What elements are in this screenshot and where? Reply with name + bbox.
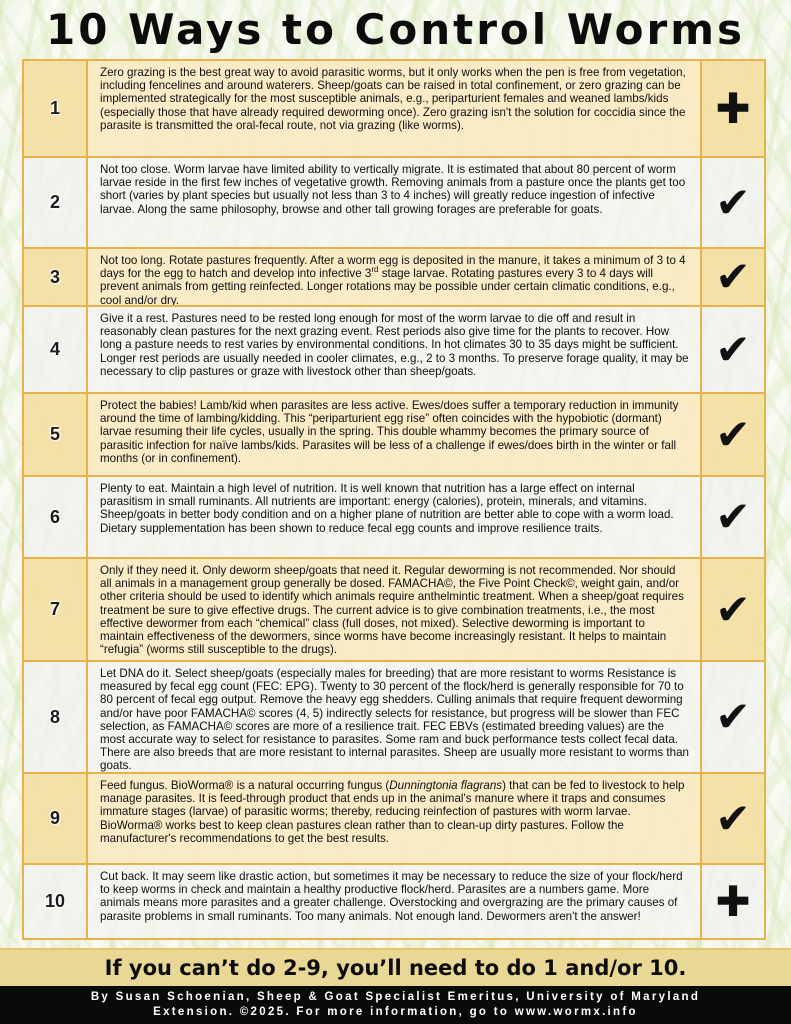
row-text: Not too close. Worm larvae have limited ability to vertically migrate. It is estimated that about 80 percent of worm larvae reside in the first few inches of vegetative growth. Removing animals from a pasture once the plants get too short (varies by plant species but usually not less than 3 to 4 inches) will greatly reduce ingestion of infective larvae. Along the same philosophy, browse and other tall growing forages are preferable for goats.: [88, 158, 700, 247]
check-icon: ✔: [715, 177, 751, 227]
row-number: 4: [24, 307, 88, 392]
row-text: Protect the babies! Lamb/kid when parasites are less active. Ewes/does suffer a temporary reduction in immunity around the time of lambing/kidding. This “periparturient egg rise” often coincides with the hypobiotic (dormant) larvae resuming their life cycles, usually in the spring. This double whammy becomes the primary source of parasitic infection for naïve lambs/kids. Parasites will be less of a challenge if ewes/does birth in the winter or fall months (or in confinement).: [88, 394, 700, 475]
row-number: 3: [24, 249, 88, 305]
table-row: [24, 61, 764, 156]
check-icon: ✔: [715, 409, 751, 459]
check-icon: ✔: [715, 793, 751, 843]
table-row: [24, 772, 764, 863]
footer-credit: [0, 986, 791, 1024]
check-icon: ✔: [715, 692, 751, 741]
row-text: Plenty to eat. Maintain a high level of nutrition. It is well known that nutrition has a large effect on internal parasitism in small ruminants. All nutrients are important: energy (calories), protein, minerals, and vitamins. Sheep/goats in better body condition and on a higher plane of nutrition are better able to cope with a worm load. Dietary supplementation has been shown to reduce fecal egg counts and improve resilience traits.: [88, 477, 700, 557]
row-number: 5: [24, 394, 88, 475]
table-row: [24, 863, 764, 938]
footer-line1: By Susan Schoenian, Sheep & Goat Specialist Emeritus, University of Maryland: [90, 991, 701, 1003]
row-number: 7: [24, 559, 88, 660]
table-row: [24, 557, 764, 660]
table-row: [24, 392, 764, 475]
row-number: 8: [24, 662, 88, 772]
row-number: 2: [24, 158, 88, 247]
row-number: 6: [24, 477, 88, 557]
table-row: [24, 247, 764, 305]
check-icon: ✔: [715, 492, 751, 541]
row-number: 9: [24, 774, 88, 863]
table-row: [24, 660, 764, 772]
worm-control-table: [22, 59, 766, 940]
table-row: [24, 156, 764, 247]
row-text: Give it a rest. Pastures need to be rested long enough for most of the worm larvae to die off and result in reasonably clean pastures for the next grazing event. Rest periods also give time for the plants to recover. How long a pasture needs to rest varies by environmental conditions. In hot climates 30 to 35 days might be sufficient. Longer rest periods are usually needed in cooler climates, e.g., 2 to 3 months. To preserve forage quality, it may be necessary to clip pastures or graze with livestock other than sheep/goats.: [88, 307, 700, 392]
plus-icon: ✚: [715, 83, 751, 133]
page-title: 10 Ways to Control Worms: [46, 5, 745, 54]
row-number: 1: [24, 61, 88, 156]
footer-line2: Extension. ©2025. For more information, go to www.wormx.info: [153, 1006, 638, 1018]
row-text: Only if they need it. Only deworm sheep/goats that need it. Regular deworming is not recommended. Nor should all animals in a management group generally be dosed. FAMACHA©, the Five Point Check©, weight gain, and/or other criteria should be used to identify which animals require anthelmintic treatment. When a sheep/goat requires treatment be sure to give effective drugs. The current advice is to give combination treatments, i.e., the most effective dewormer from each “chemical” class (full doses, not mixed). Selective deworming is important to maintain effectiveness of the dewormers, since worms have become increasingly resistant. It helps to maintain “refugia” (worms still susceptible to the drugs).: [88, 559, 700, 660]
tagline: If you can’t do 2-9, you’ll need to do 1 and/or 10.: [0, 948, 791, 986]
table-row: [24, 305, 764, 392]
check-icon: ✔: [715, 252, 751, 301]
row-number: 10: [24, 865, 88, 938]
plus-icon: ✚: [715, 876, 751, 926]
table-row: [24, 475, 764, 557]
row-text: Feed fungus. BioWorma® is a natural occurring fungus (Dunningtonia flagrans) that can be fed to livestock to help manage parasites. It is feed-through product that ends up in the animal's manure where it traps and consumes immature stages (larvae) of parasitic worms; thereby, reducing reinfection of pastures with worm larvae. BioWorma® works best to keep clean pastures clean rather than to clean-up dirty pastures. Follow the manufacturer's recommendations to get the best results.: [88, 774, 700, 863]
row-text: Let DNA do it. Select sheep/goats (especially males for breeding) that are more resistant to worms Resistance is measured by fecal egg count (FEC: EPG). Twenty to 30 percent of the flock/herd is generally responsible for 70 to 80 percent of fecal egg output. Remove the heavy egg shedders. Culling animals that require frequent deworming and/or have poor FAMACHA© scores (4, 5) indirectly selects for resistance, but progress will be slower than FEC selection, as FAMACHA© scores are more of a resilience trait. FEC EBVs (estimated breeding values) are the most accurate way to select for resistance to parasites. Some ram and buck performance tests collect fecal data. There are also breeds that are more resistant to internal parasites. Sheep are usually more resistant to worms than goats.: [88, 662, 700, 772]
check-icon: ✔: [715, 584, 751, 634]
row-text: Zero grazing is the best great way to avoid parasitic worms, but it only works when the pen is free from vegetation, including fencelines and around waterers. Sheep/goats can be raised in total confinement, or zero grazing can be implemented strategically for the most susceptible animals, e.g., periparturient females and weaned lambs/kids (especially those that have already required deworming once). Zero grazing isn't the solution for coccidia since the parasite is transmitted the oral-fecal route, not via grazing (like worms).: [88, 61, 700, 156]
row-text: Not too long. Rotate pastures frequently. After a worm egg is deposited in the manure, it takes a minimum of 3 to 4 days for the egg to hatch and develop into infective 3rd stage larvae. Rotating pastures every 3 to 4 days will prevent animals from getting reinfected. Longer rotations may be possible under certain climatic conditions, e.g., cool and/or dry.: [88, 249, 700, 305]
check-icon: ✔: [715, 324, 751, 374]
row-text: Cut back. It may seem like drastic action, but sometimes it may be necessary to reduce the size of your flock/herd to keep worms in check and maintain a healthy productive flock/herd. Parasites are a numbers game. More animals means more parasites and a greater challenge. Overstocking and overgrazing are the primary causes of parasite problems in small ruminants. Too many animals. Not enough land. Dewormers aren't the answer!: [88, 865, 700, 938]
